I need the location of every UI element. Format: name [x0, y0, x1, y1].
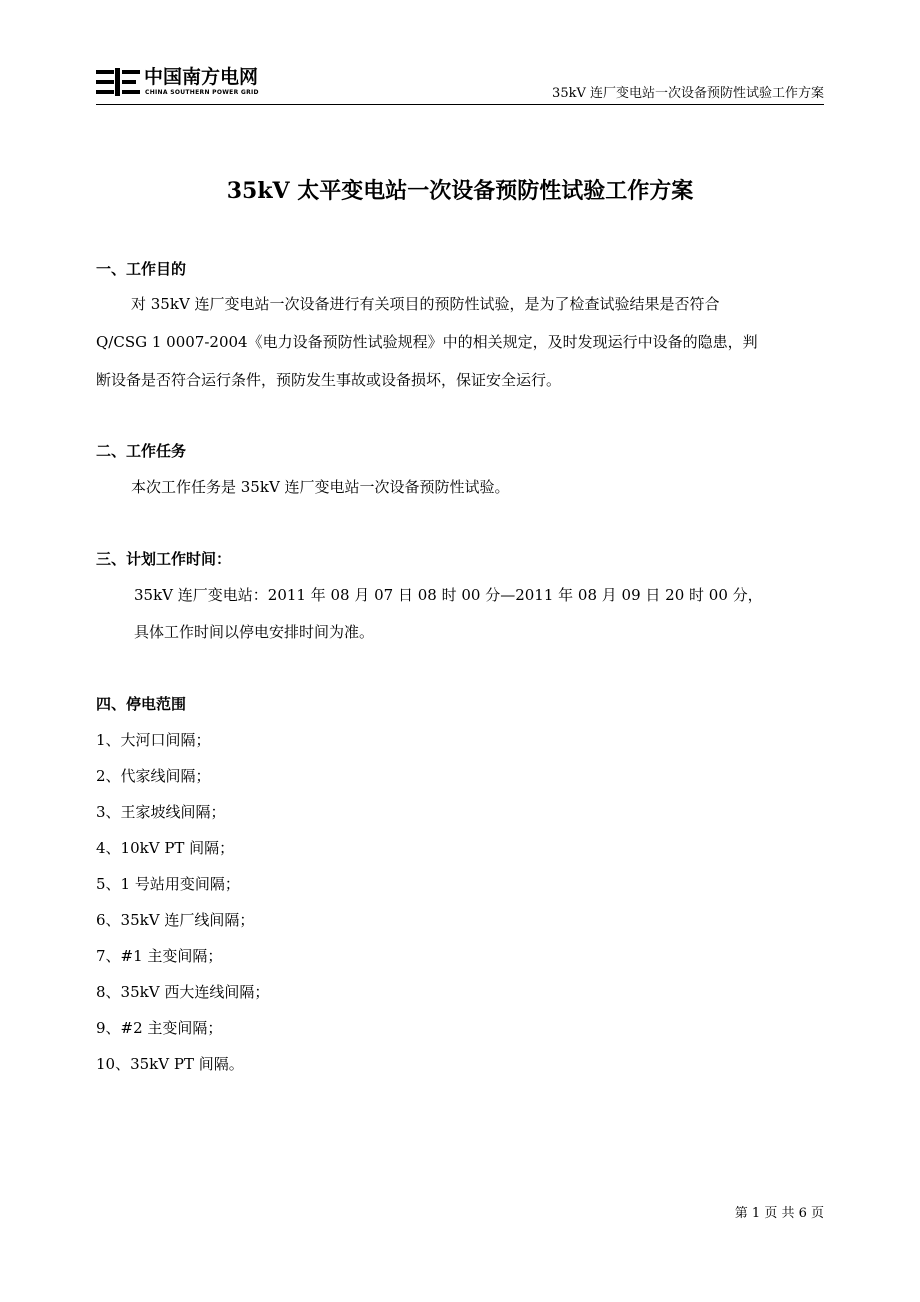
task-line-1: 本次工作任务是 35kV 连厂变电站一次设备预防性试验。 — [131, 478, 510, 496]
logo-english-name: CHINA SOUTHERN POWER GRID — [145, 89, 259, 96]
outage-list-item: 6、35kV 连厂线间隔； — [96, 911, 255, 929]
header-divider — [96, 104, 824, 105]
outage-list-item: 9、#2 主变间隔； — [96, 1019, 223, 1037]
section-heading-outage: 四、停电范围 — [96, 695, 187, 713]
purpose-line-2: Q/CSG 1 0007-2004《电力设备预防性试验规程》中的相关规定，及时发现运行中设备的隐患，判 — [96, 333, 758, 351]
outage-list-item: 1、大河口间隔； — [96, 731, 211, 749]
purpose-line-3: 断设备是否符合运行条件，预防发生事故或设备损坏，保证安全运行。 — [96, 371, 562, 389]
schedule-line-1: 35kV 连厂变电站：2011 年 08 月 07 日 08 时 00 分—2011 年 08 月 09 日 20 时 00 分， — [134, 586, 763, 604]
outage-list-item: 2、代家线间隔； — [96, 767, 211, 785]
section-heading-schedule: 三、计划工作时间： — [96, 550, 232, 568]
page-header — [96, 62, 824, 106]
document-title: 35kV 太平变电站一次设备预防性试验工作方案 — [226, 178, 694, 204]
logo-chinese-name: 中国南方电网 — [144, 66, 259, 88]
purpose-line-1: 对 35kV 连厂变电站一次设备进行有关项目的预防性试验，是为了检查试验结果是否符合 — [131, 295, 720, 313]
outage-list-item: 10、35kV PT 间隔。 — [96, 1055, 244, 1073]
section-heading-task: 二、工作任务 — [96, 442, 187, 460]
outage-list-item: 7、#1 主变间隔； — [96, 947, 223, 965]
header-document-title: 35kV 连厂变电站一次设备预防性试验工作方案 — [552, 86, 824, 101]
page-number: 第 1 页 共 6 页 — [734, 1206, 824, 1221]
section-heading-purpose: 一、工作目的 — [96, 260, 187, 278]
outage-list-item: 8、35kV 西大连线间隔； — [96, 983, 270, 1001]
china-southern-power-grid-logo-icon — [96, 68, 140, 96]
outage-list-item: 4、10kV PT 间隔； — [96, 839, 235, 857]
outage-list-item: 5、1 号站用变间隔； — [96, 875, 240, 893]
schedule-line-2: 具体工作时间以停电安排时间为准。 — [134, 623, 375, 641]
company-logo — [96, 64, 296, 100]
outage-list-item: 3、王家坡线间隔； — [96, 803, 226, 821]
